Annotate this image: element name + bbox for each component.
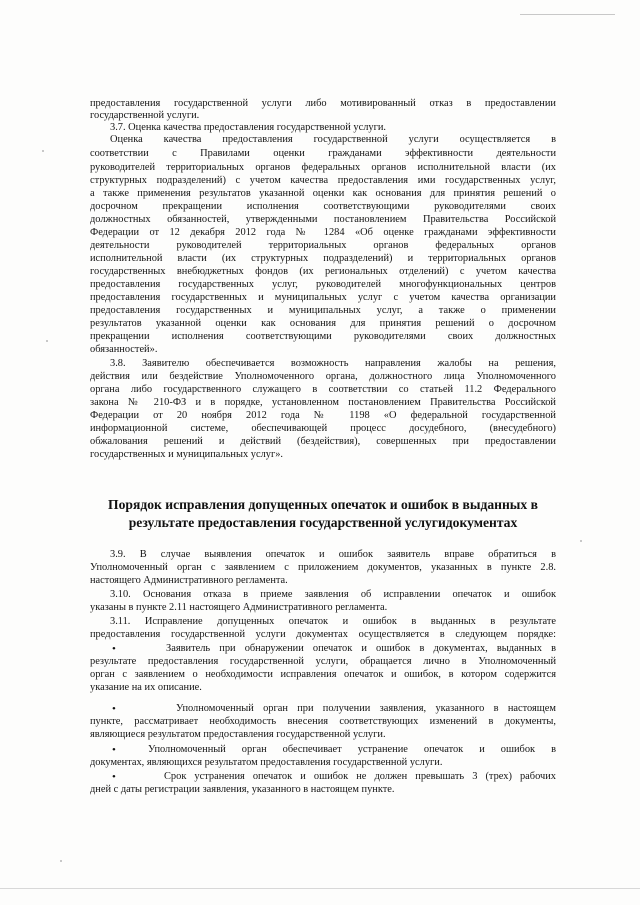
section-heading-line: результате предоставления государственной услугидокументах (128, 515, 518, 530)
section-3-7-line: обязанностей». (90, 344, 158, 355)
section-3-8-line: государственных и муниципальных услуг». (90, 449, 284, 460)
section-3-7-line: предоставления государственных и муниципальных услуг с учетом качества организации (90, 292, 556, 303)
scan-speck (60, 860, 62, 862)
section-3-7-line: результатов указанной оценки как основания для принятия решений о досрочном (90, 318, 556, 329)
section-3-11-line: предоставления государственной услуги документах осуществляется в следующем порядке: (90, 629, 556, 640)
section-3-7-line: а также применения результатов указанной оценки как основания для принятия решений о (90, 188, 556, 199)
scan-artifact-bottom (0, 888, 640, 889)
section-3-8-line: 3.8. Заявителю обеспечивается возможность направления жалобы на решения, (110, 358, 556, 369)
section-3-7-line: прекращении исполнения соответствующими руководителями своих должностных (90, 331, 556, 342)
section-3-7-line: структурных подразделений) с учетом качества предоставления ими государственных услуг, (90, 175, 556, 186)
section-3-7-title: 3.7. Оценка качества предоставления государственной услуги. (110, 122, 387, 133)
section-3-8-line: обжалования решений и действий (бездействия), совершенных при предоставлении (90, 436, 556, 447)
section-3-10-line: 3.10. Основания отказа в приеме заявления об исправлении опечаток и ошибок (110, 589, 556, 600)
bullet-line: дней с даты регистрации заявления, указанного в настоящем пункте. (90, 784, 395, 795)
section-3-7-line: соответствии с Правилами оценки гражданами эффективности деятельности (90, 148, 556, 159)
bullet-line: являющиеся результатом предоставления государственной услуги. (90, 729, 386, 740)
intro-line: государственной услуги. (90, 110, 200, 121)
section-3-7-line: руководителей территориальных органов федеральных органов исполнительной власти (их (90, 162, 556, 173)
section-3-7-line: досрочном прекращении исполнения соответствующими руководителями своих (90, 201, 556, 212)
section-3-7-line: деятельности руководителей территориальных органов федеральных органов (90, 240, 556, 251)
section-3-8-line: органа либо государственного служащего в соответствии со статьей 11.2 Федерального (90, 384, 556, 395)
bullet-line: результате предоставления государственной услуги, обращается лично в Уполномоченный (90, 656, 556, 667)
scan-speck (580, 540, 582, 542)
section-3-8-line: действия или бездействие Уполномоченного органа, должностного лица Уполномоченного (90, 371, 556, 382)
bullet-line: Уполномоченный орган обеспечивает устранение опечаток и ошибок в (148, 744, 556, 755)
section-3-7-line: Федерации от 12 декабря 2012 года № 1284 «Об оценке гражданами эффективности (90, 227, 556, 238)
bullet-line: орган с заявлением о необходимости исправления опечаток и ошибок, в котором содержится (90, 669, 556, 680)
scan-speck (46, 340, 48, 342)
bullet-line: пункте, рассматривает необходимость внесения соответствующих изменений в документы, (90, 716, 556, 727)
section-3-9-line: 3.9. В случае выявления опечаток и ошибок заявитель вправе обратиться в (110, 549, 556, 560)
section-heading-line: Порядок исправления допущенных опечаток и ошибок в выданных в (108, 497, 538, 512)
section-3-8-line: информационной системе, обеспечивающей процесс досудебного, (внесудебного) (90, 423, 556, 434)
section-3-7-line: предоставления государственных услуг, руководителей многофункциональных центров (90, 279, 556, 290)
section-3-11-line: 3.11. Исправление допущенных опечаток и ошибок в выданных в результате (110, 616, 556, 627)
section-3-10-line: указаны в пункте 2.11 настоящего Административного регламента. (90, 602, 388, 613)
intro-line: предоставления государственной услуги либо мотивированный отказ в предоставлении (90, 98, 556, 109)
section-3-7-line: предоставления государственных и муниципальных услуг, а также о применении (90, 305, 556, 316)
bullet-line: Срок устранения опечаток и ошибок не должен превышать 3 (трех) рабочих (164, 771, 556, 782)
section-3-7-line: государственных внебюджетных фондов (их региональных отделений) с учетом качества (90, 266, 556, 277)
bullet-icon: • (112, 744, 116, 756)
section-3-8-line: закона № 210-ФЗ и в порядке, установленном постановлением Правительства Российской (90, 397, 556, 408)
bullet-line: Уполномоченный орган при получении заявления, указанного в настоящем (176, 703, 556, 714)
section-3-7-line: исполнительной власти (их структурных подразделений) и территориальных органов (90, 253, 556, 264)
section-3-7-line: Оценка качества предоставления государственной услуги осуществляется в (110, 134, 556, 145)
scan-artifact-top (520, 14, 615, 15)
bullet-icon: • (112, 703, 116, 715)
bullet-line: указание на их описание. (90, 682, 202, 693)
bullet-icon: • (112, 771, 116, 783)
section-3-9-line: настоящего Административного регламента. (90, 575, 288, 586)
section-3-9-line: Уполномоченный орган с заявлением с приложением документов, указанных в пункте 2.8. (90, 562, 556, 573)
section-3-8-line: Федерации от 20 ноября 2012 года № 1198 «О федеральной государственной (90, 410, 556, 421)
section-3-7-line: должностных обязанностей, утвержденными постановлением Правительства Российской (90, 214, 556, 225)
bullet-line: документах, являющихся результатом предоставления государственной услуги. (90, 757, 443, 768)
bullet-icon: • (112, 643, 116, 655)
scan-speck (42, 150, 44, 152)
bullet-line: Заявитель при обнаружении опечаток и ошибок в документах, выданных в (166, 643, 556, 654)
